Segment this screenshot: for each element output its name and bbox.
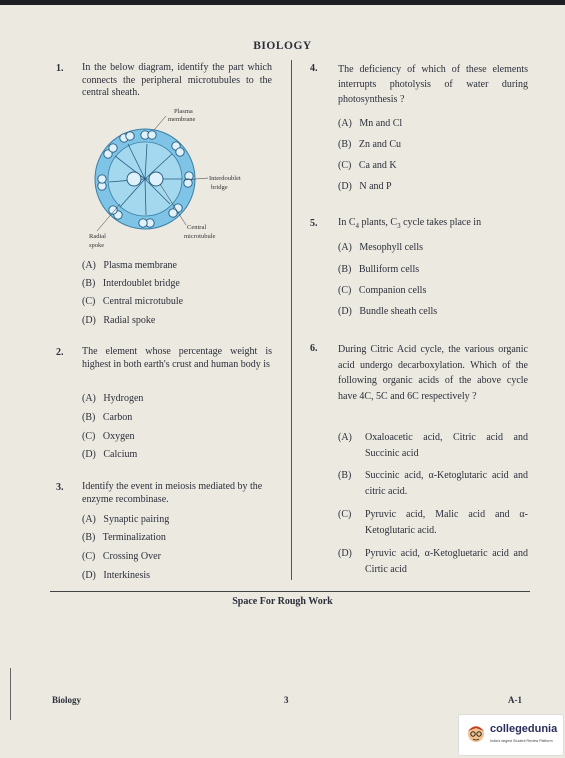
q6-option-d[interactable]: [338, 546, 528, 577]
q4-option-b[interactable]: (B) Zn and Cu: [338, 139, 402, 150]
q6-option-c[interactable]: [338, 507, 528, 538]
q1-option-c[interactable]: (C) Central microtubule: [82, 296, 184, 307]
q1-option-a[interactable]: (A) Plasma membrane: [82, 260, 177, 271]
q5-option-d[interactable]: (D) Bundle sheath cells: [338, 306, 438, 317]
q6-option-c-label: (C): [338, 509, 352, 520]
q1-option-d[interactable]: (D) Radial spoke: [82, 315, 156, 326]
label-radial-line2: spoke: [89, 242, 105, 249]
q4-option-c[interactable]: (C) Ca and K: [338, 160, 397, 171]
q4-option-d[interactable]: (D) N and P: [338, 181, 392, 192]
q3-option-d[interactable]: (D) Interkinesis: [82, 570, 151, 581]
subject-heading: BIOLOGY: [253, 40, 312, 52]
q5-option-c[interactable]: (C) Companion cells: [338, 285, 427, 296]
logo-tagline: India's largest Student Review Platform: [490, 739, 553, 743]
label-radial-line1: Radial: [89, 233, 106, 240]
q5-option-a[interactable]: (A) Mesophyll cells: [338, 242, 423, 253]
q2-option-a[interactable]: (A) Hydrogen: [82, 393, 144, 404]
label-central-line2: microtubule: [184, 233, 216, 240]
label-plasma-line2: membrane: [168, 116, 196, 123]
q6-option-a[interactable]: [338, 430, 528, 461]
q5-option-b[interactable]: (B) Bulliform cells: [338, 264, 420, 275]
footer-code: A-1: [508, 695, 522, 705]
q6-text: During Citric Acid cycle, the various organic acid undergo decarboxylation. Which of the following organic acids of the above cycle have 4C, 5C and 6C respectively ?: [338, 344, 528, 402]
q4-option-a[interactable]: (A) Mn and Cl: [338, 118, 403, 129]
footer-page-number: 3: [284, 695, 289, 705]
q6-option-b-text: Succinic acid, α-Ketoglutaric acid and citric acid.: [365, 470, 528, 497]
q2-number: 2.: [56, 347, 64, 358]
logo-name: collegedunia: [490, 723, 558, 735]
footer-subject: Biology: [52, 695, 82, 705]
q2-option-d[interactable]: (D) Calcium: [82, 449, 138, 460]
q2-option-c[interactable]: (C) Oxygen: [82, 431, 135, 442]
q5-number: 5.: [310, 218, 318, 229]
q3-option-b[interactable]: (B) Terminalization: [82, 532, 166, 543]
q4-number: 4.: [310, 63, 318, 74]
column-divider: [291, 60, 292, 580]
rough-work-heading: Space For Rough Work: [232, 596, 333, 607]
q6-option-a-text: Oxaloacetic acid, Citric acid and Succinic acid: [365, 432, 528, 459]
q6-option-d-label: (D): [338, 548, 352, 559]
rough-work-divider: [50, 591, 530, 592]
q3-number: 3.: [56, 482, 64, 493]
top-border-bar: [0, 0, 565, 5]
q3-option-a[interactable]: (A) Synaptic pairing: [82, 514, 170, 525]
label-inter-line1: Interdoublet: [209, 175, 241, 182]
axoneme-diagram: [80, 104, 290, 264]
collegedunia-logo[interactable]: [458, 714, 564, 756]
q6-option-b-label: (B): [338, 470, 352, 481]
q2-option-b[interactable]: (B) Carbon: [82, 412, 133, 423]
q6-number: 6.: [310, 343, 318, 354]
q2-text: The element whose percentage weight is highest in both earth's crust and human body is: [82, 346, 272, 370]
q3-text: Identify the event in meiosis mediated by the enzyme recombinase.: [82, 481, 263, 505]
label-plasma-line1: Plasma: [174, 108, 193, 115]
q6-option-c-text: Pyruvic acid, Malic acid and α-Ketoglutaric acid.: [365, 509, 528, 536]
q1-option-b[interactable]: (B) Interdoublet bridge: [82, 278, 180, 289]
q6-option-a-label: (A): [338, 432, 352, 443]
q6-option-b[interactable]: [338, 468, 528, 499]
q1-number: 1.: [56, 63, 64, 74]
q1-text: In the below diagram, identify the part which connects the peripheral microtubules to the central sheath.: [82, 62, 272, 99]
label-central-line1: Central: [187, 224, 207, 231]
margin-mark: [10, 668, 11, 720]
q4-text: The deficiency of which of these elements interrupts photolysis of water during photosynthesis ?: [338, 64, 528, 105]
label-inter-line2: bridge: [211, 184, 228, 191]
q5-text: In $C_4$ plants, $C_3$ cycle takes place in: [338, 217, 482, 230]
q3-option-c[interactable]: (C) Crossing Over: [82, 551, 161, 562]
q6-option-d-text: Pyruvic acid, α-Ketogluetaric acid and Cirtic acid: [365, 548, 528, 575]
mascot-icon: [465, 722, 487, 744]
